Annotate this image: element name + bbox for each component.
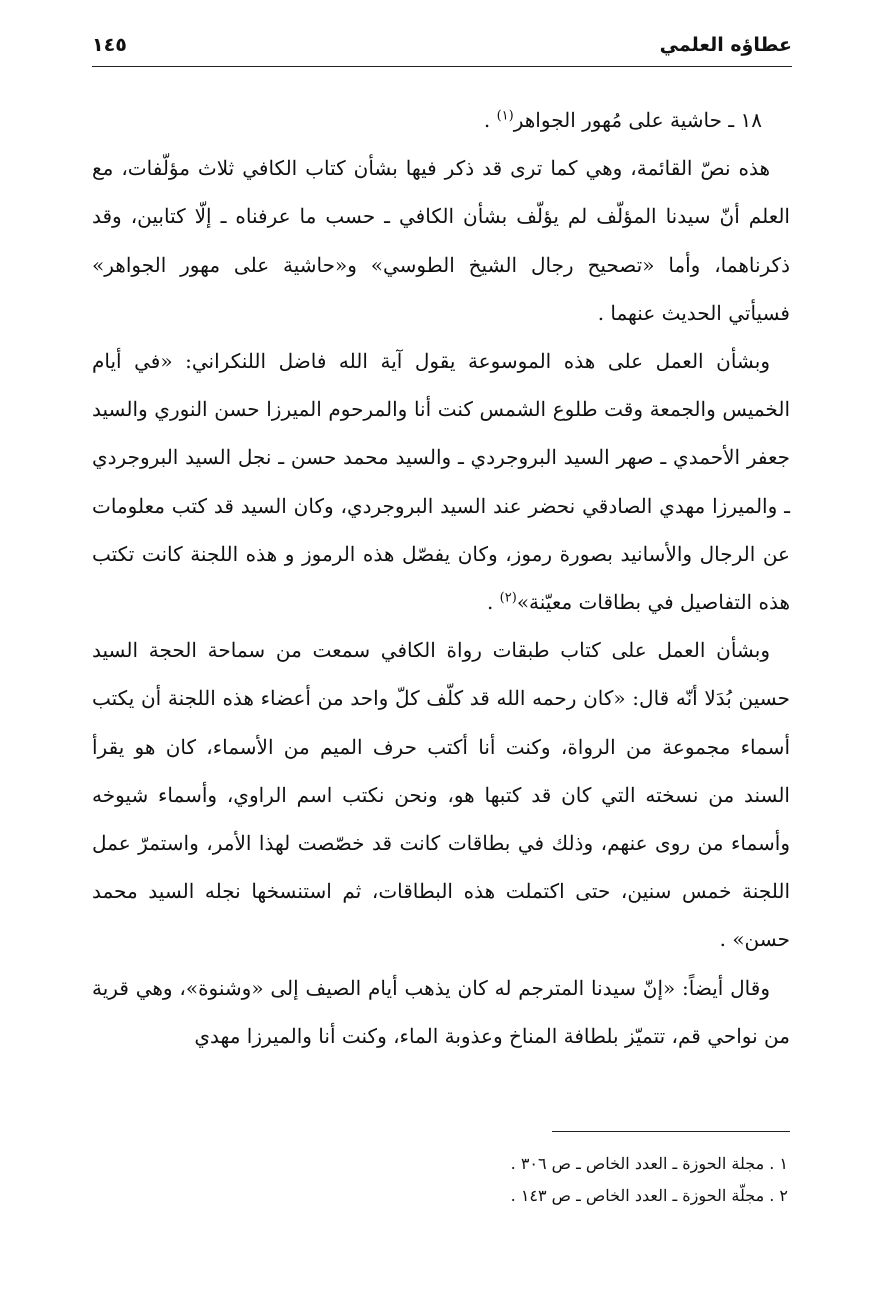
paragraph: هذه نصّ القائمة، وهي كما ترى قد ذكر فيها بشأن كتاب الكافي ثلاث مؤلّفات، مع العلم أنّ سيدنا المؤلّف لم يؤلّف بشأن الكافي ـ حسب ما عرفناه ـ إلّا كتابين، وقد ذكرناهما، وأما «تصحيح رجال الشيخ الطوسي» و«حاشية على مهور الجواهر» فسيأتي الحديث عنهما .	[92, 156, 790, 325]
footnote: ٢ . مجلّة الحوزة ـ العدد الخاص ـ ص ١٤٣ .	[510, 1186, 788, 1205]
footnotes	[300, 1148, 788, 1212]
paragraph: وبشأن العمل على كتاب طبقات رواة الكافي سمعت من سماحة الحجة السيد حسين بُدَلا أنّه قال: «كان رحمه الله قد كلّف كلّ واحد من أعضاء هذه اللجنة أن يكتب أسماء مجموعة من الرواة، وكنت أنا أكتب حرف الميم من الأسماء، كان هو يقرأ السند من نسخته التي كان قد كتبها هو، ونحن نكتب اسم الراوي، وأسماء شيوخه وأسماء من روى عنهم، وذلك في بطاقات كانت قد خصّصت لهذا الأمر، واستمرّ عمل اللجنة خمس سنين، حتى اكتملت هذه البطاقات، ثم استنسخها نجله السيد محمد حسن» .	[92, 638, 791, 952]
paragraph	[92, 337, 790, 626]
page-header	[92, 30, 792, 67]
footnote-divider	[552, 1131, 790, 1132]
running-title: عطاؤه العلمي	[659, 34, 792, 56]
paragraph: وقال أيضاً: «إنّ سيدنا المترجم له كان يذهب أيام الصيف إلى «وشنوة»، وهي قرية من نواحي قم، تتميّز بلطافة المناخ وعذوبة الماء، وكنت أنا والميرزا مهدي	[92, 975, 790, 1048]
body-text	[92, 96, 790, 1060]
page-number: ١٤٥	[92, 34, 127, 56]
list-item	[92, 96, 790, 144]
footnote: ١ . مجلة الحوزة ـ العدد الخاص ـ ص ٣٠٦ .	[510, 1154, 788, 1173]
footnote-ref-2: (٢)	[499, 590, 517, 606]
list-item-end: .	[483, 108, 497, 132]
list-item-text: ١٨ ـ حاشية على مُهور الجواهر	[513, 108, 762, 132]
paragraph-text: وبشأن العمل على هذه الموسوعة يقول آية الله فاضل اللنكراني: «في أيام الخميس والجمعة وقت طلوع الشمس كنت أنا والمرحوم الميرزا حسن النوري والسيد جعفر الأحمدي ـ صهر السيد البروجردي ـ والسيد محمد حسن ـ نجل السيد البروجردي ـ والميرزا مهدي الصادقي نحضر عند السيد البروجردي، وكان السيد قد كتب معلومات عن الرجال والأسانيد بصورة رموز، وكان يفصّل هذه الرموز و هذه اللجنة كانت تكتب هذه التفاصيل في بطاقات معيّنة»	[92, 349, 791, 615]
paragraph-end: .	[486, 590, 500, 615]
footnote-ref-1: (١)	[496, 108, 514, 124]
